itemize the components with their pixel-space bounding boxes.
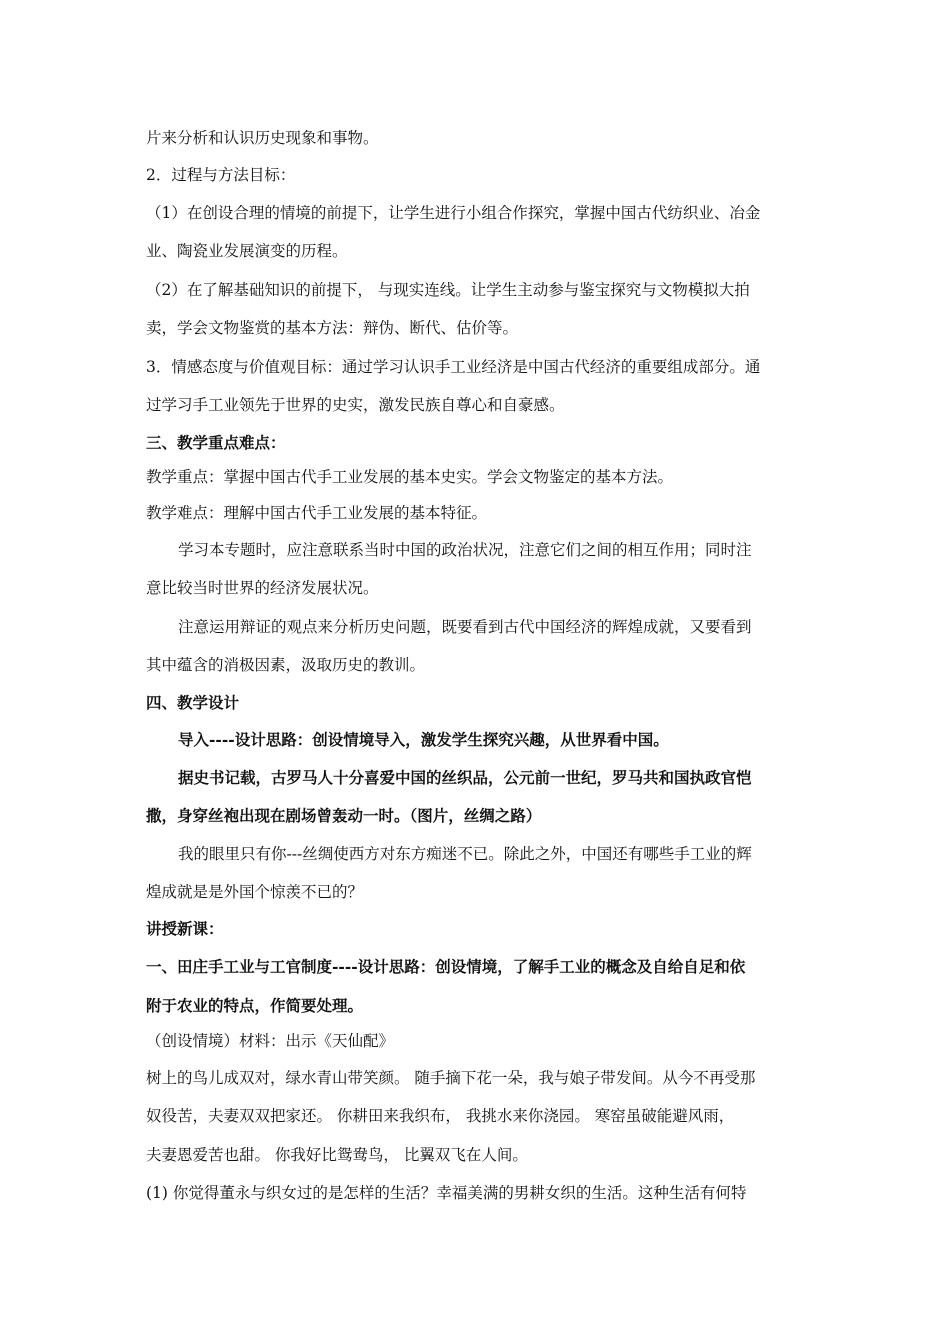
text-line: 3．情感态度与价值观目标：通过学习认识手工业经济是中国古代经济的重要组成部分。通: [146, 358, 761, 376]
text-line: 附于农业的特点，作简要处理。: [146, 996, 364, 1015]
section-heading: 讲授新课：: [146, 919, 224, 938]
text-line: 撒，身穿丝袍出现在剧场曾轰动一时。（图片，丝绸之路）: [146, 806, 542, 825]
text-line: (1) 你觉得董永与织女过的是怎样的生活？幸福美满的男耕女织的生活。这种生活有何特: [146, 1184, 747, 1202]
text-line: （创设情境）材料：出示《天仙配》: [146, 1032, 395, 1050]
text-line: （1）在创设合理的情境的前提下，让学生进行小组合作探究，掌握中国古代纺织业、冶金: [146, 204, 761, 222]
text-line: 奴役苦，夫妻双双把家还。 你耕田来我织布， 我挑水来你浇园。 寒窑虽破能避风雨，: [146, 1107, 735, 1125]
text-line: （2）在了解基础知识的前提下， 与现实连线。让学生主动参与鉴宝探究与文物模拟大拍: [146, 281, 750, 299]
text-line: 煌成就是是外国个惊羡不已的？: [146, 883, 364, 901]
text-line: 导入----设计思路：创设情境导入，激发学生探究兴趣，从世界看中国。: [178, 730, 669, 749]
section-heading: 四、教学设计: [146, 693, 240, 712]
text-line: 片来分析和认识历史现象和事物。: [146, 129, 379, 147]
text-line: 一、田庄手工业与工官制度----设计思路：创设情境，了解手工业的概念及自给自足和依: [146, 957, 746, 976]
text-line: 注意运用辩证的观点来分析历史问题，既要看到古代中国经济的辉煌成就，又要看到: [178, 618, 752, 636]
text-line: 教学重点：掌握中国古代手工业发展的基本史实。学会文物鉴定的基本方法。: [146, 468, 674, 486]
text-line: 过学习手工业领先于世界的史实，激发民族自尊心和自豪感。: [146, 396, 565, 414]
text-line: 我的眼里只有你---丝绸使西方对东方痴迷不已。除此之外，中国还有哪些手工业的辉: [178, 845, 752, 863]
text-line: 教学难点：理解中国古代手工业发展的基本特征。: [146, 504, 488, 522]
text-line: 据史书记载，古罗马人十分喜爱中国的丝织品，公元前一世纪，罗马共和国执政官恺: [178, 768, 752, 787]
text-line: 卖，学会文物鉴赏的基本方法：辩伪、断代、估价等。: [146, 319, 519, 337]
text-line: 2．过程与方法目标：: [146, 166, 296, 184]
text-line: 业、陶瓷业发展演变的历程。: [146, 242, 348, 260]
text-line: 其中蕴含的消极因素，汲取历史的教训。: [146, 656, 426, 674]
text-line: 意比较当时世界的经济发展状况。: [146, 579, 379, 597]
text-line: 学习本专题时，应注意联系当时中国的政治状况，注意它们之间的相互作用；同时注: [178, 541, 752, 559]
text-line: 夫妻恩爱苦也甜。 你我好比鸳鸯鸟， 比翼双飞在人间。: [146, 1146, 528, 1164]
text-line: 树上的鸟儿成双对，绿水青山带笑颜。 随手摘下花一朵，我与娘子带发间。从今不再受那: [146, 1069, 756, 1087]
section-heading: 三、教学重点难点：: [146, 433, 286, 452]
